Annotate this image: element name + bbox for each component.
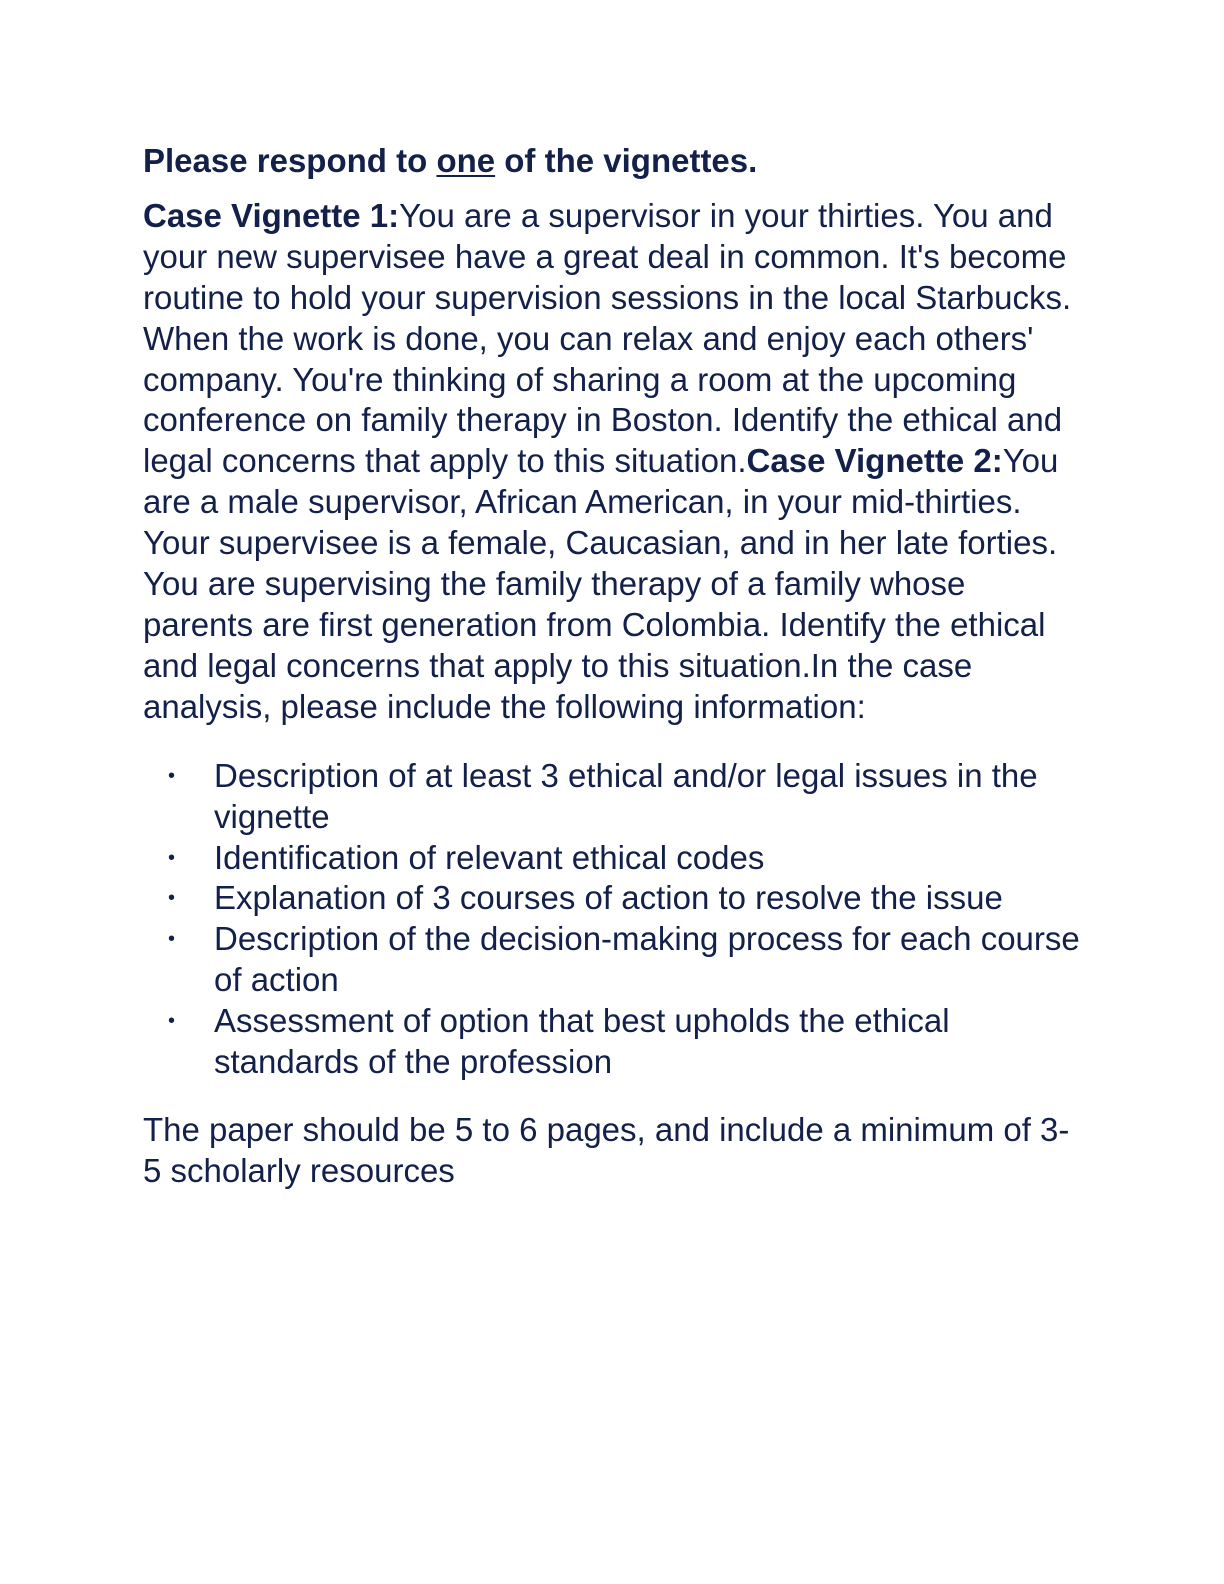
- vignette-2-label: Case Vignette 2:: [746, 442, 1003, 480]
- list-item-text: Assessment of option that best upholds the ethical standards of the profession: [214, 1002, 950, 1081]
- bullet-icon: •: [168, 887, 176, 910]
- list-item: [143, 1001, 1083, 1083]
- bullet-icon: •: [168, 846, 176, 869]
- list-item: [143, 919, 1083, 1001]
- closing-paragraph: The paper should be 5 to 6 pages, and include a minimum of 3-5 scholarly resources: [143, 1110, 1070, 1189]
- vignettes-paragraph: [143, 196, 1083, 728]
- bullet-icon: •: [168, 1010, 176, 1033]
- vignette-2-text: You are a male supervisor, African American, in your mid-thirties. Your supervisee is a female, Caucasian, and in her late forties. You are supervising the family therapy of a family whose parents are first generation from Colombia. Identify the ethical and legal concerns that apply to this situation.In the case analysis, please include the following information:: [143, 442, 1059, 725]
- vignette-1-label: Case Vignette 1:: [143, 196, 400, 234]
- list-item-text: Explanation of 3 courses of action to resolve the issue: [214, 879, 1003, 917]
- heading-suffix: of the vignettes.: [495, 142, 758, 179]
- list-item: [143, 878, 1083, 919]
- bullet-icon: •: [168, 928, 176, 951]
- heading-prefix: Please respond to: [143, 142, 437, 179]
- bullet-icon: •: [168, 764, 176, 787]
- list-item-text: Identification of relevant ethical codes: [214, 838, 765, 876]
- vignette-1-text: You are a supervisor in your thirties. You and your new supervisee have a great deal in common. It's become routine to hold your supervision sessions in the local Starbucks. When the work is done, you can relax and enjoy each others' company. You're thinking of sharing a room at the upcoming conference on family therapy in Boston. Identify the ethical and legal concerns that apply to this situation.: [143, 196, 1072, 480]
- list-item-text: Description of at least 3 ethical and/or legal issues in the vignette: [214, 756, 1038, 835]
- list-item: [143, 838, 1083, 879]
- document-page: [143, 141, 1083, 1192]
- list-item: [143, 756, 1083, 838]
- heading-emphasis: one: [436, 142, 496, 179]
- requirements-list: [143, 756, 1083, 1083]
- instructions-heading: [143, 141, 1083, 182]
- list-item-text: Description of the decision-making process for each course of action: [214, 920, 1080, 999]
